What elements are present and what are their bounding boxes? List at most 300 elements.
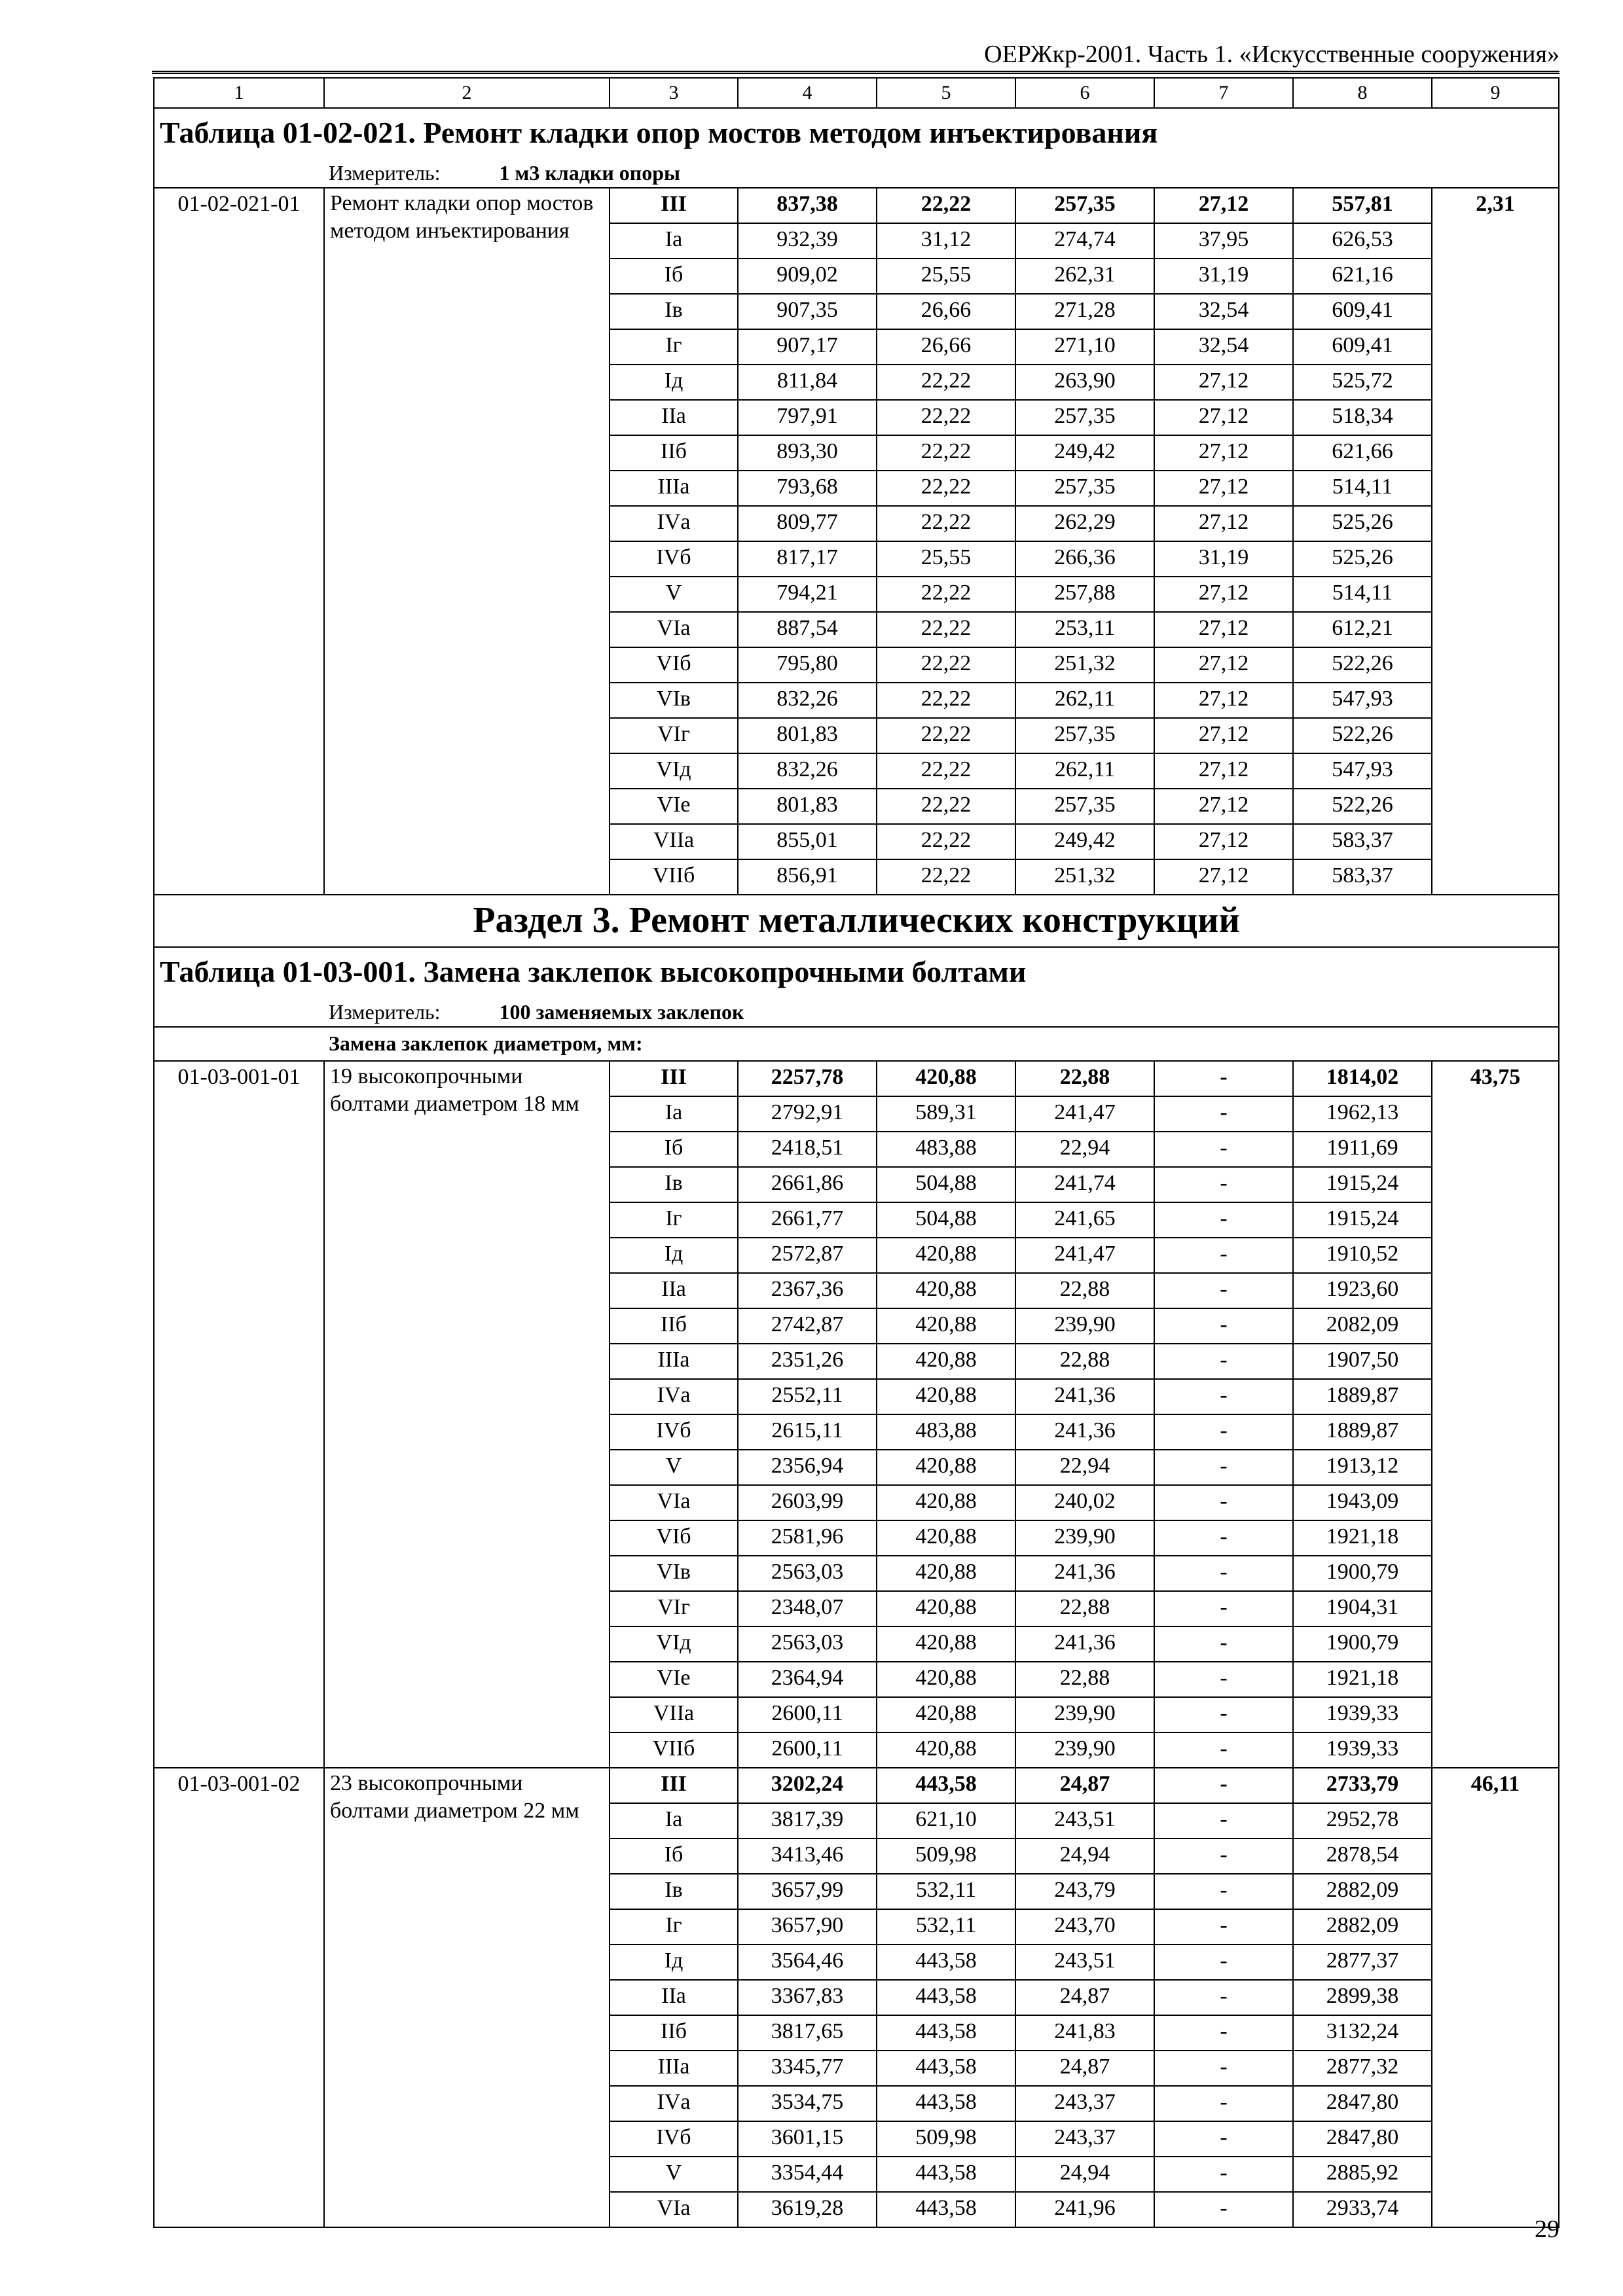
value-cell: - xyxy=(1154,1556,1293,1591)
value-cell: 1923,60 xyxy=(1293,1273,1432,1308)
value-cell: 2899,38 xyxy=(1293,1980,1432,2015)
value-cell: 817,17 xyxy=(738,541,877,577)
value-cell: 27,12 xyxy=(1154,435,1293,471)
value-cell: 801,83 xyxy=(738,789,877,824)
value-cell: 420,88 xyxy=(877,1732,1015,1768)
value-cell: 243,79 xyxy=(1015,1874,1154,1909)
value-cell: 2581,96 xyxy=(738,1520,877,1556)
zone-code: VIа xyxy=(610,2192,738,2227)
measure-row xyxy=(154,999,1559,1027)
value-cell: 37,95 xyxy=(1154,223,1293,259)
zone-code: IVб xyxy=(610,2121,738,2157)
value-cell: 3619,28 xyxy=(738,2192,877,2227)
section-title: Раздел 3. Ремонт металлических конструкций xyxy=(154,895,1559,947)
value-cell: 22,22 xyxy=(877,365,1015,400)
value-cell: 239,90 xyxy=(1015,1732,1154,1768)
zone-code: VIа xyxy=(610,612,738,647)
value-cell: 274,74 xyxy=(1015,223,1154,259)
value-cell: 2733,79 xyxy=(1293,1768,1432,1803)
value-cell: 2615,11 xyxy=(738,1414,877,1450)
zone-code: VIб xyxy=(610,647,738,683)
value-cell: 27,12 xyxy=(1154,506,1293,541)
value-cell: 243,37 xyxy=(1015,2086,1154,2121)
value-cell: 22,22 xyxy=(877,400,1015,435)
zone-code: Iг xyxy=(610,1202,738,1238)
value-cell: 525,26 xyxy=(1293,506,1432,541)
value-cell: 271,10 xyxy=(1015,329,1154,365)
value-cell: 2877,32 xyxy=(1293,2051,1432,2086)
value-cell: 443,58 xyxy=(877,1980,1015,2015)
value-cell: 27,12 xyxy=(1154,683,1293,718)
value-cell: - xyxy=(1154,1202,1293,1238)
zone-code: III xyxy=(610,1768,738,1803)
value-cell: 420,88 xyxy=(877,1520,1015,1556)
zone-code: IIа xyxy=(610,1273,738,1308)
value-cell: 797,91 xyxy=(738,400,877,435)
table-title: Таблица 01-02-021. Ремонт кладки опор мостов методом инъектирования xyxy=(154,108,1559,160)
value-cell: 31,12 xyxy=(877,223,1015,259)
value-cell: 504,88 xyxy=(877,1167,1015,1202)
measure-label: Измеритель: xyxy=(329,161,441,185)
value-cell: 3345,77 xyxy=(738,2051,877,2086)
value-cell: 522,26 xyxy=(1293,647,1432,683)
value-cell: 420,88 xyxy=(877,1308,1015,1344)
value-cell: 621,16 xyxy=(1293,259,1432,294)
value-cell: - xyxy=(1154,1697,1293,1732)
value-cell: 22,22 xyxy=(877,577,1015,612)
column-number: 7 xyxy=(1154,78,1293,108)
value-cell: 420,88 xyxy=(877,1662,1015,1697)
value-cell: 241,74 xyxy=(1015,1167,1154,1202)
value-cell: - xyxy=(1154,1132,1293,1167)
value-cell: 241,36 xyxy=(1015,1414,1154,1450)
zone-code: IIа xyxy=(610,1980,738,2015)
value-cell: 907,35 xyxy=(738,294,877,329)
value-cell: 22,22 xyxy=(877,471,1015,506)
value-cell: 22,88 xyxy=(1015,1061,1154,1096)
value-cell: 241,65 xyxy=(1015,1202,1154,1238)
value-cell: 32,54 xyxy=(1154,294,1293,329)
value-cell: 2563,03 xyxy=(738,1556,877,1591)
value-cell: - xyxy=(1154,1167,1293,1202)
value-cell: 837,38 xyxy=(738,188,877,223)
value-cell: - xyxy=(1154,1273,1293,1308)
value-cell: - xyxy=(1154,1945,1293,1980)
value-cell: 2952,78 xyxy=(1293,1803,1432,1839)
value-cell: 27,12 xyxy=(1154,859,1293,895)
value-cell: 420,88 xyxy=(877,1485,1015,1520)
value-cell: 27,12 xyxy=(1154,471,1293,506)
value-cell: 583,37 xyxy=(1293,824,1432,859)
zone-code: VIг xyxy=(610,1591,738,1626)
zone-code: VIе xyxy=(610,789,738,824)
zone-code: Iг xyxy=(610,329,738,365)
zone-code: IVа xyxy=(610,506,738,541)
subhead-row xyxy=(154,1027,1559,1061)
value-cell: 522,26 xyxy=(1293,718,1432,753)
value-cell: - xyxy=(1154,1662,1293,1697)
value-cell: 2603,99 xyxy=(738,1485,877,1520)
value-cell: 241,96 xyxy=(1015,2192,1154,2227)
value-cell: 24,94 xyxy=(1015,2157,1154,2192)
value-cell: 31,19 xyxy=(1154,541,1293,577)
value-cell: 241,36 xyxy=(1015,1379,1154,1414)
measure-cell xyxy=(154,999,1559,1027)
zone-code: Iа xyxy=(610,1096,738,1132)
value-cell: - xyxy=(1154,1238,1293,1273)
zone-code: VIIа xyxy=(610,824,738,859)
value-cell: 504,88 xyxy=(877,1202,1015,1238)
value-cell: 420,88 xyxy=(877,1697,1015,1732)
column-number: 2 xyxy=(324,78,610,108)
value-cell: 249,42 xyxy=(1015,435,1154,471)
value-cell: 241,36 xyxy=(1015,1556,1154,1591)
measure-value: 100 заменяемых заклепок xyxy=(499,1000,744,1024)
value-cell: 2563,03 xyxy=(738,1626,877,1662)
measure-row xyxy=(154,160,1559,188)
value-cell: 932,39 xyxy=(738,223,877,259)
value-cell: 22,22 xyxy=(877,188,1015,223)
value-cell: 793,68 xyxy=(738,471,877,506)
zone-code: VIIб xyxy=(610,859,738,895)
column-number: 4 xyxy=(738,78,877,108)
zone-code: Iб xyxy=(610,259,738,294)
value-cell: 2351,26 xyxy=(738,1344,877,1379)
value-cell: 2847,80 xyxy=(1293,2121,1432,2157)
value-cell: 266,36 xyxy=(1015,541,1154,577)
value-cell: 27,12 xyxy=(1154,824,1293,859)
value-cell: 2885,92 xyxy=(1293,2157,1432,2192)
column-number: 3 xyxy=(610,78,738,108)
rate-description: 23 высокопрочными болтами диаметром 22 мм xyxy=(324,1768,610,2227)
value-cell: 1915,24 xyxy=(1293,1202,1432,1238)
value-cell: 24,87 xyxy=(1015,2051,1154,2086)
value-cell: - xyxy=(1154,1803,1293,1839)
value-cell: 22,22 xyxy=(877,789,1015,824)
value-cell: 27,12 xyxy=(1154,577,1293,612)
value-cell: 522,26 xyxy=(1293,789,1432,824)
value-cell: 2364,94 xyxy=(738,1662,877,1697)
value-cell: - xyxy=(1154,1485,1293,1520)
value-cell: 27,12 xyxy=(1154,789,1293,824)
zone-code: Iг xyxy=(610,1909,738,1945)
value-cell: 907,17 xyxy=(738,329,877,365)
value-cell: 24,87 xyxy=(1015,1980,1154,2015)
zone-code: Iд xyxy=(610,1238,738,1273)
value-cell: 2882,09 xyxy=(1293,1909,1432,1945)
value-cell: 262,11 xyxy=(1015,683,1154,718)
value-cell: 1915,24 xyxy=(1293,1167,1432,1202)
value-cell: 583,37 xyxy=(1293,859,1432,895)
value-cell: 2792,91 xyxy=(738,1096,877,1132)
zone-code: Iб xyxy=(610,1839,738,1874)
rate-code: 01-02-021-01 xyxy=(154,188,324,895)
value-cell: 2257,78 xyxy=(738,1061,877,1096)
value-cell: 257,35 xyxy=(1015,789,1154,824)
value-cell: 263,90 xyxy=(1015,365,1154,400)
zone-code: Iа xyxy=(610,223,738,259)
value-cell: 22,94 xyxy=(1015,1450,1154,1485)
value-cell: 22,88 xyxy=(1015,1273,1154,1308)
value-cell: 1962,13 xyxy=(1293,1096,1432,1132)
value-cell: 22,88 xyxy=(1015,1662,1154,1697)
value-cell: 2367,36 xyxy=(738,1273,877,1308)
value-cell: 1907,50 xyxy=(1293,1344,1432,1379)
table-body xyxy=(154,78,1559,2227)
value-cell: 483,88 xyxy=(877,1414,1015,1450)
value-cell: 443,58 xyxy=(877,1945,1015,1980)
value-cell: 1900,79 xyxy=(1293,1556,1432,1591)
value-cell: 609,41 xyxy=(1293,294,1432,329)
value-cell: 2418,51 xyxy=(738,1132,877,1167)
value-cell: 2572,87 xyxy=(738,1238,877,1273)
value-cell: 532,11 xyxy=(877,1874,1015,1909)
zone-code: VIе xyxy=(610,1662,738,1697)
column-number-row xyxy=(154,78,1559,108)
zone-code: IVа xyxy=(610,1379,738,1414)
value-cell: 420,88 xyxy=(877,1238,1015,1273)
zone-code: IIб xyxy=(610,1308,738,1344)
zone-code: Iд xyxy=(610,365,738,400)
value-cell: - xyxy=(1154,1414,1293,1450)
value-cell: 22,22 xyxy=(877,859,1015,895)
rates-table xyxy=(153,77,1559,2228)
value-cell: 420,88 xyxy=(877,1450,1015,1485)
value-cell: 22,94 xyxy=(1015,1132,1154,1167)
column-number: 1 xyxy=(154,78,324,108)
labor-cost: 46,11 xyxy=(1432,1768,1559,2227)
value-cell: 3564,46 xyxy=(738,1945,877,1980)
value-cell: 257,35 xyxy=(1015,400,1154,435)
value-cell: 22,22 xyxy=(877,506,1015,541)
rate-row xyxy=(154,188,1559,223)
rate-row xyxy=(154,1061,1559,1096)
value-cell: 856,91 xyxy=(738,859,877,895)
value-cell: 3367,83 xyxy=(738,1980,877,2015)
value-cell: 25,55 xyxy=(877,541,1015,577)
rate-code: 01-03-001-02 xyxy=(154,1768,324,2227)
zone-code: IVб xyxy=(610,1414,738,1450)
value-cell: 1910,52 xyxy=(1293,1238,1432,1273)
value-cell: 3657,90 xyxy=(738,1909,877,1945)
value-cell: 909,02 xyxy=(738,259,877,294)
value-cell: 557,81 xyxy=(1293,188,1432,223)
value-cell: 243,37 xyxy=(1015,2121,1154,2157)
zone-code: Iв xyxy=(610,294,738,329)
value-cell: 420,88 xyxy=(877,1626,1015,1662)
value-cell: 832,26 xyxy=(738,683,877,718)
value-cell: 1900,79 xyxy=(1293,1626,1432,1662)
value-cell: 1943,09 xyxy=(1293,1485,1432,1520)
zone-code: Iд xyxy=(610,1945,738,1980)
value-cell: - xyxy=(1154,1909,1293,1945)
value-cell: 509,98 xyxy=(877,1839,1015,1874)
value-cell: 1911,69 xyxy=(1293,1132,1432,1167)
value-cell: 887,54 xyxy=(738,612,877,647)
value-cell: 443,58 xyxy=(877,2192,1015,2227)
table-title-row xyxy=(154,947,1559,999)
value-cell: 2847,80 xyxy=(1293,2086,1432,2121)
value-cell: 1939,33 xyxy=(1293,1732,1432,1768)
value-cell: 24,94 xyxy=(1015,1839,1154,1874)
value-cell: 251,32 xyxy=(1015,647,1154,683)
value-cell: 3413,46 xyxy=(738,1839,877,1874)
value-cell: 241,83 xyxy=(1015,2015,1154,2051)
zone-code: Iв xyxy=(610,1167,738,1202)
value-cell: - xyxy=(1154,2157,1293,2192)
value-cell: - xyxy=(1154,1768,1293,1803)
value-cell: 26,66 xyxy=(877,294,1015,329)
value-cell: - xyxy=(1154,2121,1293,2157)
header-rule xyxy=(152,71,1559,74)
value-cell: 518,34 xyxy=(1293,400,1432,435)
value-cell: 243,51 xyxy=(1015,1803,1154,1839)
value-cell: 1889,87 xyxy=(1293,1414,1432,1450)
value-cell: 525,26 xyxy=(1293,541,1432,577)
zone-code: IVб xyxy=(610,541,738,577)
value-cell: 626,53 xyxy=(1293,223,1432,259)
value-cell: 443,58 xyxy=(877,2051,1015,2086)
value-cell: 621,10 xyxy=(877,1803,1015,1839)
value-cell: 27,12 xyxy=(1154,718,1293,753)
value-cell: 249,42 xyxy=(1015,824,1154,859)
value-cell: 251,32 xyxy=(1015,859,1154,895)
measure-value: 1 м3 кладки опоры xyxy=(499,161,680,185)
value-cell: 1939,33 xyxy=(1293,1697,1432,1732)
measure-cell xyxy=(154,160,1559,188)
value-cell: 24,87 xyxy=(1015,1768,1154,1803)
zone-code: VIб xyxy=(610,1520,738,1556)
value-cell: 27,12 xyxy=(1154,647,1293,683)
labor-cost: 2,31 xyxy=(1432,188,1559,895)
zone-code: IVа xyxy=(610,2086,738,2121)
value-cell: 443,58 xyxy=(877,2086,1015,2121)
zone-code: IIа xyxy=(610,400,738,435)
value-cell: 2356,94 xyxy=(738,1450,877,1485)
value-cell: 532,11 xyxy=(877,1909,1015,1945)
value-cell: - xyxy=(1154,1591,1293,1626)
value-cell: 420,88 xyxy=(877,1273,1015,1308)
measure-label: Измеритель: xyxy=(329,1000,441,1024)
value-cell: 893,30 xyxy=(738,435,877,471)
value-cell: 443,58 xyxy=(877,2015,1015,2051)
value-cell: 420,88 xyxy=(877,1556,1015,1591)
value-cell: 514,11 xyxy=(1293,471,1432,506)
zone-code: IIIа xyxy=(610,471,738,506)
value-cell: 27,12 xyxy=(1154,753,1293,789)
value-cell: 1889,87 xyxy=(1293,1379,1432,1414)
value-cell: 22,22 xyxy=(877,435,1015,471)
value-cell: 1913,12 xyxy=(1293,1450,1432,1485)
zone-code: VIIа xyxy=(610,1697,738,1732)
value-cell: - xyxy=(1154,2086,1293,2121)
zone-code: V xyxy=(610,2157,738,2192)
value-cell: 801,83 xyxy=(738,718,877,753)
value-cell: 27,12 xyxy=(1154,612,1293,647)
document-header: ОЕРЖкр-2001. Часть 1. «Искусственные сооружения» xyxy=(984,41,1559,68)
value-cell: 420,88 xyxy=(877,1379,1015,1414)
zone-code: V xyxy=(610,1450,738,1485)
value-cell: 239,90 xyxy=(1015,1697,1154,1732)
value-cell: 420,88 xyxy=(877,1061,1015,1096)
column-number: 8 xyxy=(1293,78,1432,108)
value-cell: - xyxy=(1154,2192,1293,2227)
value-cell: 257,88 xyxy=(1015,577,1154,612)
value-cell: 2882,09 xyxy=(1293,1874,1432,1909)
value-cell: 509,98 xyxy=(877,2121,1015,2157)
value-cell: 262,31 xyxy=(1015,259,1154,294)
zone-code: VIа xyxy=(610,1485,738,1520)
zone-code: VIв xyxy=(610,1556,738,1591)
value-cell: 257,35 xyxy=(1015,188,1154,223)
value-cell: 3354,44 xyxy=(738,2157,877,2192)
zone-code: Iв xyxy=(610,1874,738,1909)
value-cell: 243,51 xyxy=(1015,1945,1154,1980)
value-cell: - xyxy=(1154,1379,1293,1414)
value-cell: 241,36 xyxy=(1015,1626,1154,1662)
zone-code: VIв xyxy=(610,683,738,718)
value-cell: 525,72 xyxy=(1293,365,1432,400)
value-cell: 27,12 xyxy=(1154,365,1293,400)
value-cell: 420,88 xyxy=(877,1591,1015,1626)
zone-code: VIг xyxy=(610,718,738,753)
value-cell: 31,19 xyxy=(1154,259,1293,294)
value-cell: 2082,09 xyxy=(1293,1308,1432,1344)
value-cell: 3817,39 xyxy=(738,1803,877,1839)
value-cell: 32,54 xyxy=(1154,329,1293,365)
value-cell: 22,22 xyxy=(877,718,1015,753)
value-cell: 612,21 xyxy=(1293,612,1432,647)
value-cell: 589,31 xyxy=(877,1096,1015,1132)
zone-code: Iа xyxy=(610,1803,738,1839)
value-cell: - xyxy=(1154,1520,1293,1556)
value-cell: 257,35 xyxy=(1015,471,1154,506)
zone-code: IIIа xyxy=(610,1344,738,1379)
table-title: Таблица 01-03-001. Замена заклепок высокопрочными болтами xyxy=(154,947,1559,999)
value-cell: 3817,65 xyxy=(738,2015,877,2051)
value-cell: 547,93 xyxy=(1293,753,1432,789)
value-cell: - xyxy=(1154,2015,1293,2051)
rate-code: 01-03-001-01 xyxy=(154,1061,324,1768)
value-cell: 483,88 xyxy=(877,1132,1015,1167)
value-cell: 855,01 xyxy=(738,824,877,859)
value-cell: - xyxy=(1154,1061,1293,1096)
value-cell: - xyxy=(1154,1626,1293,1662)
value-cell: 253,11 xyxy=(1015,612,1154,647)
zone-code: III xyxy=(610,188,738,223)
value-cell: 3534,75 xyxy=(738,2086,877,2121)
zone-code: IIб xyxy=(610,2015,738,2051)
value-cell: 3657,99 xyxy=(738,1874,877,1909)
value-cell: 241,47 xyxy=(1015,1238,1154,1273)
value-cell: - xyxy=(1154,1450,1293,1485)
value-cell: - xyxy=(1154,1096,1293,1132)
value-cell: 3202,24 xyxy=(738,1768,877,1803)
value-cell: 22,22 xyxy=(877,753,1015,789)
value-cell: 2661,77 xyxy=(738,1202,877,1238)
value-cell: 22,88 xyxy=(1015,1344,1154,1379)
section-title-row xyxy=(154,895,1559,947)
zone-code: V xyxy=(610,577,738,612)
value-cell: 2877,37 xyxy=(1293,1945,1432,1980)
value-cell: 443,58 xyxy=(877,1768,1015,1803)
value-cell: 22,22 xyxy=(877,612,1015,647)
value-cell: 27,12 xyxy=(1154,400,1293,435)
value-cell: 25,55 xyxy=(877,259,1015,294)
value-cell: 262,11 xyxy=(1015,753,1154,789)
value-cell: 2661,86 xyxy=(738,1167,877,1202)
value-cell: 262,29 xyxy=(1015,506,1154,541)
